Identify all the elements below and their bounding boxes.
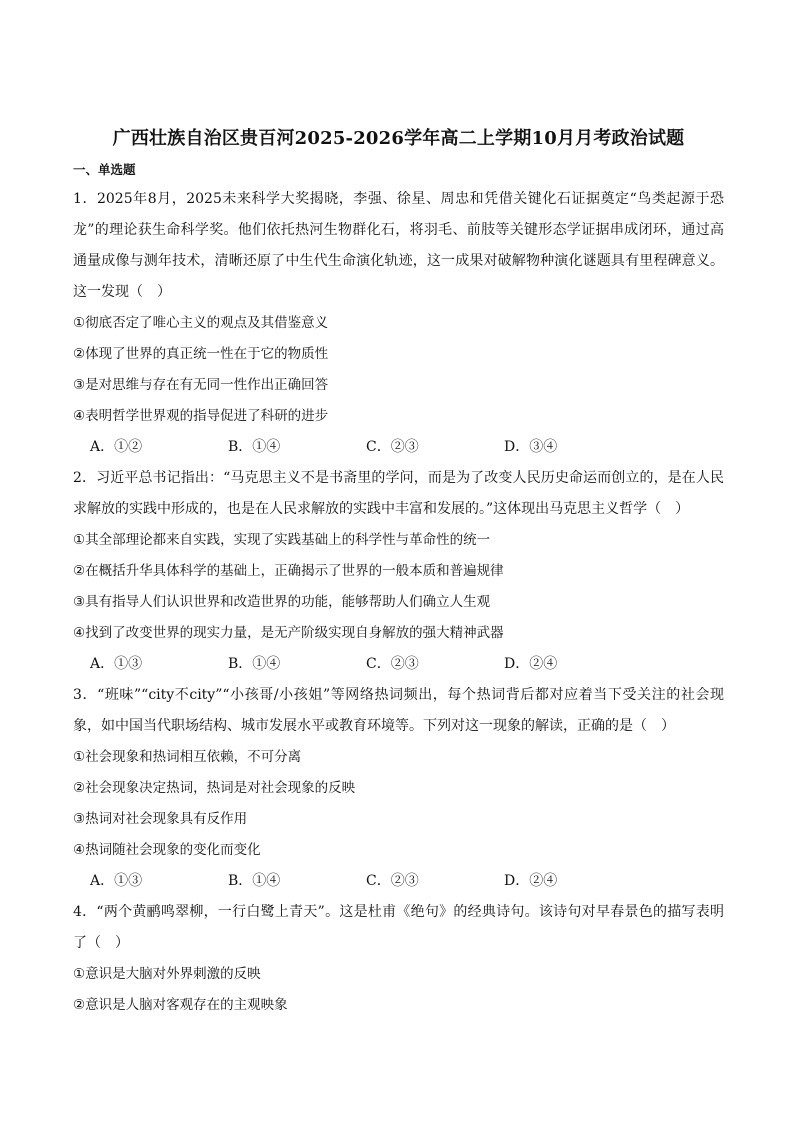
statement-option: ③是对思维与存在有无同一性作出正确回答 — [73, 377, 329, 393]
question-stem: 3．“班味”“city不city”“小孩哥/小孩姐”等网络热词频出，每个热词背后都对应着当下受关注的社会现象，如中国当代职场结构、城市发展水平或教育环境等。下列对这一现象的解读，正确的是（ ） — [73, 687, 724, 734]
statement-option: ②意识是人脑对客观存在的主观映象 — [73, 997, 288, 1013]
answer-choices — [73, 649, 724, 680]
answer-choices — [73, 866, 724, 897]
choice-b: B．①④ — [228, 656, 281, 672]
statement-option: ①社会现象和热词相互依赖，不可分离 — [73, 749, 302, 765]
section-heading: 一、单选题 — [73, 162, 136, 177]
statement-option: ②体现了世界的真正统一性在于它的物质性 — [73, 346, 329, 362]
statement-option: ②在概括升华具体科学的基础上，正确揭示了世界的一般本质和普遍规律 — [73, 563, 504, 579]
statement-option: ④热词随社会现象的变化而变化 — [73, 842, 261, 858]
choice-a: A．①③ — [90, 656, 143, 672]
choice-a: A．①③ — [90, 873, 143, 889]
page-title: 广西壮族自治区贵百河2025-2026学年高二上学期10月月考政治试题 — [112, 128, 685, 149]
choice-d: D．②④ — [504, 656, 558, 672]
question-2 — [73, 463, 724, 680]
choice-b: B．①④ — [228, 873, 281, 889]
choice-a: A．①② — [90, 439, 143, 455]
statement-option: ④找到了改变世界的现实力量，是无产阶级实现自身解放的强大精神武器 — [73, 625, 504, 641]
choice-b: B．①④ — [228, 439, 281, 455]
choice-c: C．②③ — [366, 656, 419, 672]
statement-option: ①彻底否定了唯心主义的观点及其借鉴意义 — [73, 315, 329, 331]
question-4 — [73, 897, 724, 1021]
choice-c: C．②③ — [366, 873, 419, 889]
statement-option: ①其全部理论都来自实践，实现了实践基础上的科学性与革命性的统一 — [73, 532, 491, 548]
answer-choices — [73, 432, 724, 463]
statement-option: ④表明哲学世界观的指导促进了科研的进步 — [73, 408, 329, 424]
statement-option: ③具有指导人们认识世界和改造世界的功能，能够帮助人们确立人生观 — [73, 594, 491, 610]
choice-d: D．③④ — [504, 439, 558, 455]
question-3 — [73, 680, 724, 897]
question-stem: 1．2025年8月，2025未来科学大奖揭晓，李强、徐星、周忠和凭借关键化石证据奠定“鸟类起源于恐龙”的理论获生命科学奖。他们依托热河生物群化石，将羽毛、前肢等关键形态学证据串成闭环，通过高通量成像与测年技术，清晰还原了中生代生命演化轨迹，这一成果对破解物种演化谜题具有里程碑意义。这一发现（ ） — [73, 191, 724, 300]
question-stem: 2．习近平总书记指出：“马克思主义不是书斋里的学问，而是为了改变人民历史命运而创立的，是在人民求解放的实践中形成的，也是在人民求解放的实践中丰富和发展的。”这体现出马克思主义哲学（ ） — [73, 470, 724, 517]
question-1 — [73, 184, 724, 463]
choice-c: C．②③ — [366, 439, 419, 455]
choice-d: D．②④ — [504, 873, 558, 889]
question-stem: 4．“两个黄鹂鸣翠柳，一行白鹭上青天”。这是杜甫《绝句》的经典诗句。该诗句对早春景色的描写表明了（ ） — [73, 904, 724, 951]
statement-option: ②社会现象决定热词，热词是对社会现象的反映 — [73, 780, 356, 796]
statement-option: ③热词对社会现象具有反作用 — [73, 811, 248, 827]
statement-option: ①意识是大脑对外界刺激的反映 — [73, 966, 261, 982]
